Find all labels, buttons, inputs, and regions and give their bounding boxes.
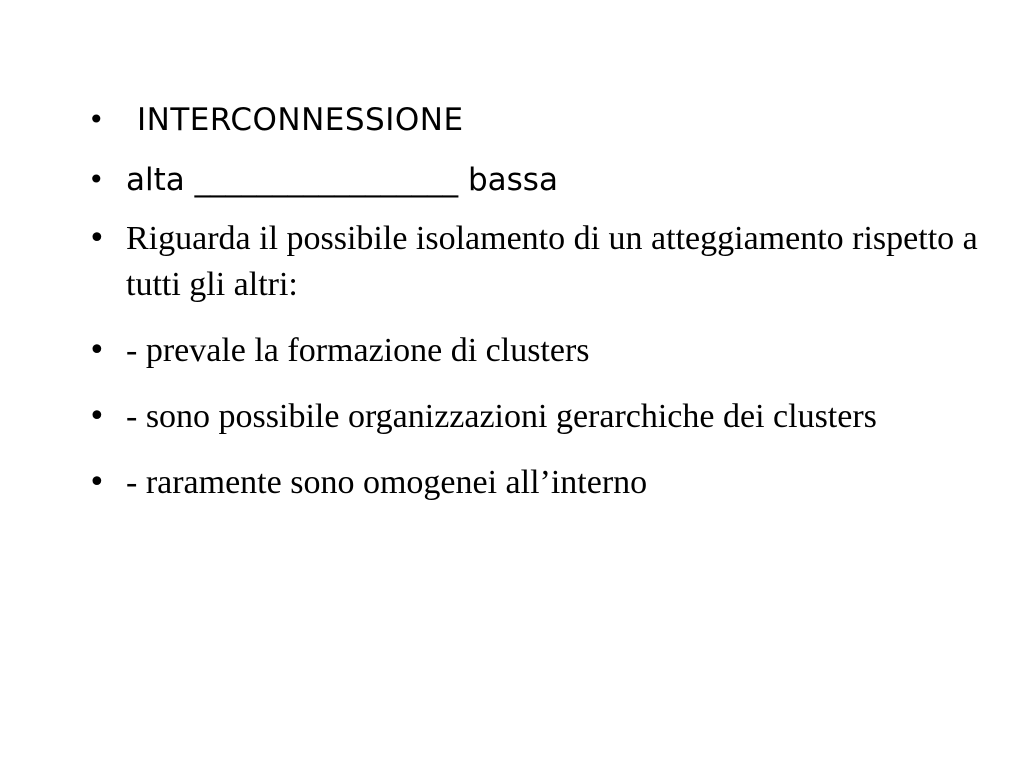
bullet-icon: • [88, 333, 106, 368]
hierarchy-text: - sono possibile organizzazioni gerarchiche dei clusters [126, 398, 877, 435]
bullet-icon: • [88, 399, 106, 434]
bullet-icon: • [88, 221, 106, 256]
description-text: Riguarda il possibile isolamento di un atteggiamento rispetto a tutti gli altri: [126, 220, 978, 303]
bullet-item-description [86, 216, 986, 308]
bullet-item-title [86, 94, 986, 146]
bullet-icon: • [88, 103, 105, 136]
homogeneity-text: - raramente sono omogenei all’interno [126, 464, 648, 501]
clusters-text: - prevale la formazione di clusters [126, 332, 590, 369]
bullet-icon: • [88, 465, 106, 500]
bullet-icon: • [88, 163, 105, 196]
bullet-item-hierarchy [86, 394, 986, 440]
bullet-item-homogeneity [86, 460, 986, 506]
bullet-item-clusters [86, 328, 986, 374]
bullet-item-scale [86, 160, 986, 200]
bullet-list [86, 94, 986, 506]
slide-title-text: INTERCONNESSIONE [137, 102, 464, 138]
scale-text: alta _________________ bassa [126, 162, 558, 198]
